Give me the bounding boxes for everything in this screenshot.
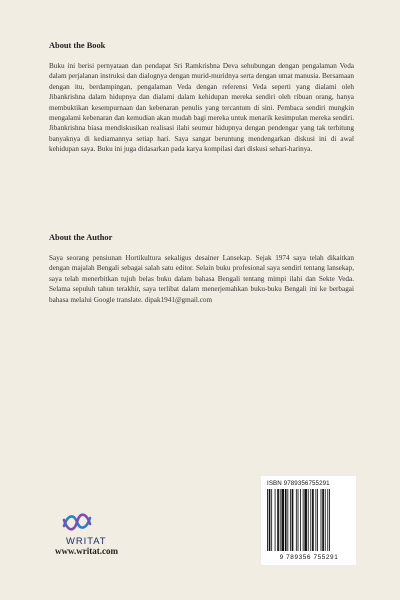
barcode-bar [317,489,318,551]
about-author-heading: About the Author [49,233,113,242]
barcode-bar [267,489,268,551]
barcode-digits: 9 789356 755291 [279,554,339,561]
barcode-bar [281,489,284,551]
barcode-bar [329,489,330,551]
barcode-bar [271,489,272,551]
barcode-bar [312,489,314,551]
barcode-bar [300,489,301,551]
barcode-bar [310,489,311,551]
barcode-bar [285,489,287,551]
barcode-bar [303,489,304,551]
writat-logo-icon [60,510,94,534]
barcode-bar [277,489,279,551]
isbn-label: ISBN 9789356755291 [267,480,330,487]
publisher-url: www.writat.com [55,546,118,556]
barcode-bars-icon [267,489,350,553]
barcode-bar [275,489,276,551]
barcode-bar [325,489,326,551]
about-book-body [49,61,354,155]
isbn-barcode [261,476,356,565]
barcode-bar [290,489,291,551]
barcode-bar [308,489,309,551]
barcode-bar [269,489,271,551]
about-author-body [49,253,354,305]
barcode-bar [292,489,294,551]
barcode-bar [304,489,307,551]
barcode-bar [287,489,288,551]
barcode-bar [280,489,281,551]
publisher-name: WRITAT [66,535,107,546]
barcode-bar [298,489,299,551]
about-book-heading: About the Book [49,41,106,50]
barcode-bar [327,489,328,551]
barcode-bar [322,489,324,551]
barcode-bar [321,489,322,551]
barcode-bar [296,489,297,551]
about-book-paragraph: Buku ini berisi pernyataan dan pendapat Sri Ramkrishna Deva sehubungan dengan pengalaman Veda dalam perjalanan instruksi dan dialognya dengan murid-muridnya serta dengan umat manusia. Bersamaan dengan itu, berdampingan, pengalaman Veda dengan referensi Veda seperti yang dialami oleh Jibankrishna dalam hidupnya dan dialami dalam kehidupan mereka sendiri oleh ribuan orang, hanya membuktikan kesempurnaan dan kebenaran penulis yang tercantum di sini. Pembaca sendiri mungkin mengalami kebenaran dan kemudian akan mudah bagi mereka untuk menarik kesimpulan mereka sendiri. Jibankrishna biasa mendiskusikan realisasi ilahi seumur hidupnya dengan pendengar yang tak terhitung banyaknya di kediamannya setiap hari. Saya sangat beruntung mendengarkan diskusi ini di awal kehidupan saya. Buku ini juga didasarkan pada karya kompilasi dari diskusi sehari-harinya. [49,62,354,154]
about-author-paragraph: Saya seorang pensiunan Hortikultura sekaligus desainer Lansekap. Sejak 1974 saya telah dikaitkan dengan majalah Bengali sebagai salah satu editor. Selain buku profesional saya sendiri tentang lansekap, saya telah menerbitkan tujuh belas buku dalam bahasa Bengali tentang mimpi ilahi dan Sekte Veda. Selama sepuluh tahun terakhir, saya terlibat dalam menerjemahkan buku-buku Bengali ini ke berbagai bahasa melalui Google translate. dipak1941@gmail.com [49,254,354,304]
barcode-bar [315,489,316,551]
